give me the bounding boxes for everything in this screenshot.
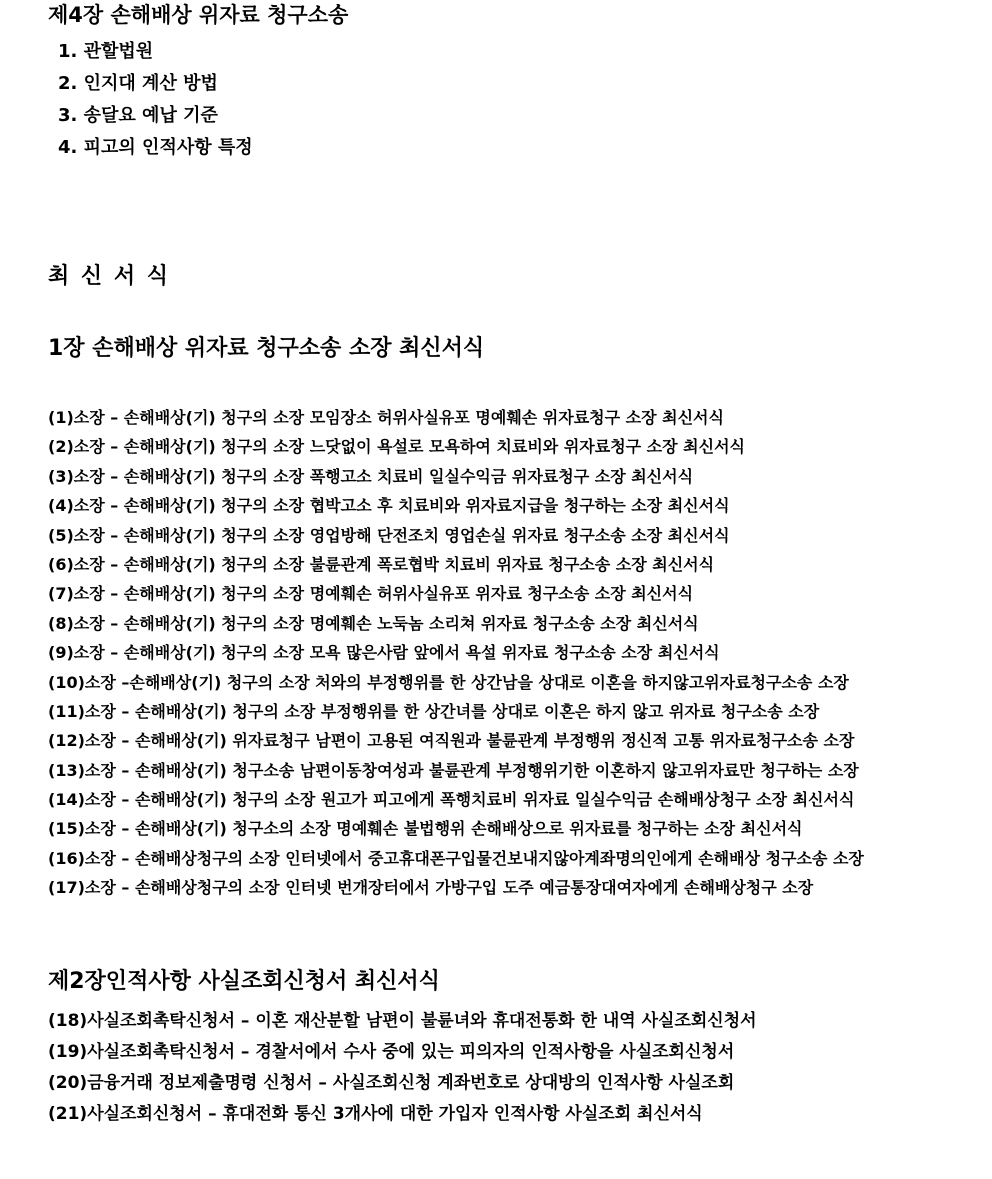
list-item: (17)소장 – 손해배상청구의 소장 인터넷 번개장터에서 가방구입 도주 예금통장대여자에게 손해배상청구 소장 xyxy=(48,878,814,898)
list-item: (18)사실조회촉탁신청서 – 이혼 재산분할 남편이 불륜녀와 휴대전통화 한 내역 사실조회신청서 xyxy=(48,1011,757,1031)
chapter2-list xyxy=(48,1006,757,1130)
list-item: (2)소장 – 손해배상(기) 청구의 소장 느닷없이 욕설로 모욕하여 치료비와 위자료청구 소장 최신서식 xyxy=(48,437,745,457)
latest-forms-heading: 최 신 서 식 xyxy=(48,264,170,289)
list-item: (8)소장 – 손해배상(기) 청구의 소장 명예훼손 노둑놈 소리쳐 위자료 청구소송 소장 최신서식 xyxy=(48,613,699,633)
toc-item: 4. 피고의 인적사항 특정 xyxy=(58,137,253,158)
list-item: (15)소장 – 손해배상(기) 청구소의 소장 명예훼손 불법행위 손해배상으로 위자료를 청구하는 소장 최신서식 xyxy=(48,819,803,839)
list-item: (20)금융거래 정보제출명령 신청서 – 사실조회신청 계좌번호로 상대방의 인적사항 사실조회 xyxy=(48,1073,735,1093)
chapter1-title: 1장 손해배상 위자료 청구소송 소장 최신서식 xyxy=(48,336,485,361)
toc-item: 1. 관할법원 xyxy=(58,41,154,62)
list-item: (19)사실조회촉탁신청서 – 경찰서에서 수사 중에 있는 피의자의 인적사항을 사실조회신청서 xyxy=(48,1042,735,1062)
list-item: (12)소장 – 손해배상(기) 위자료청구 남편이 고용된 여직원과 불륜관계 부정행위 정신적 고통 위자료청구소송 소장 xyxy=(48,731,855,751)
list-item: (16)소장 – 손해배상청구의 소장 인터넷에서 중고휴대폰구입물건보내지않아계좌명의인에게 손해배상 청구소송 소장 xyxy=(48,848,864,868)
list-item: (5)소장 – 손해배상(기) 청구의 소장 영업방해 단전조치 영업손실 위자료 청구소송 소장 최신서식 xyxy=(48,525,730,545)
chapter2-title: 제2장인적사항 사실조회신청서 최신서식 xyxy=(48,969,440,994)
list-item: (9)소장 – 손해배상(기) 청구의 소장 모욕 많은사람 앞에서 욕설 위자료 청구소송 소장 최신서식 xyxy=(48,643,720,663)
list-item: (14)소장 – 손해배상(기) 청구의 소장 원고가 피고에게 폭행치료비 위자료 일실수익금 손해배상청구 소장 최신서식 xyxy=(48,790,855,810)
toc-item: 3. 송달요 예납 기준 xyxy=(58,105,218,126)
toc-item: 2. 인지대 계산 방법 xyxy=(58,73,218,94)
list-item: (7)소장 – 손해배상(기) 청구의 소장 명예훼손 허위사실유포 위자료 청구소송 소장 최신서식 xyxy=(48,584,694,604)
list-item: (13)소장 – 손해배상(기) 청구소송 남편이동창여성과 불륜관계 부정행위기한 이혼하지 않고위자료만 청구하는 소장 xyxy=(48,760,859,780)
list-item: (21)사실조회신청서 – 휴대전화 통신 3개사에 대한 가입자 인적사항 사실조회 최신서식 xyxy=(48,1104,703,1124)
chapter4-title: 제4장 손해배상 위자료 청구소송 xyxy=(48,3,349,27)
list-item: (4)소장 – 손해배상(기) 청구의 소장 협박고소 후 치료비와 위자료지급을 청구하는 소장 최신서식 xyxy=(48,496,730,516)
chapter4-toc xyxy=(58,36,253,164)
list-item: (6)소장 – 손해배상(기) 청구의 소장 불륜관계 폭로협박 치료비 위자료 청구소송 소장 최신서식 xyxy=(48,554,715,574)
list-item: (10)소장 –손해배상(기) 청구의 소장 처와의 부정행위를 한 상간남을 상대로 이혼을 하지않고위자료청구소송 소장 xyxy=(48,672,849,692)
chapter1-list xyxy=(48,403,864,903)
list-item: (3)소장 – 손해배상(기) 청구의 소장 폭행고소 치료비 일실수익금 위자료청구 소장 최신서식 xyxy=(48,466,694,486)
list-item: (1)소장 – 손해배상(기) 청구의 소장 모임장소 허위사실유포 명예훼손 위자료청구 소장 최신서식 xyxy=(48,408,724,427)
list-item: (11)소장 – 손해배상(기) 청구의 소장 부정행위를 한 상간녀를 상대로 이혼은 하지 않고 위자료 청구소송 소장 xyxy=(48,701,820,721)
